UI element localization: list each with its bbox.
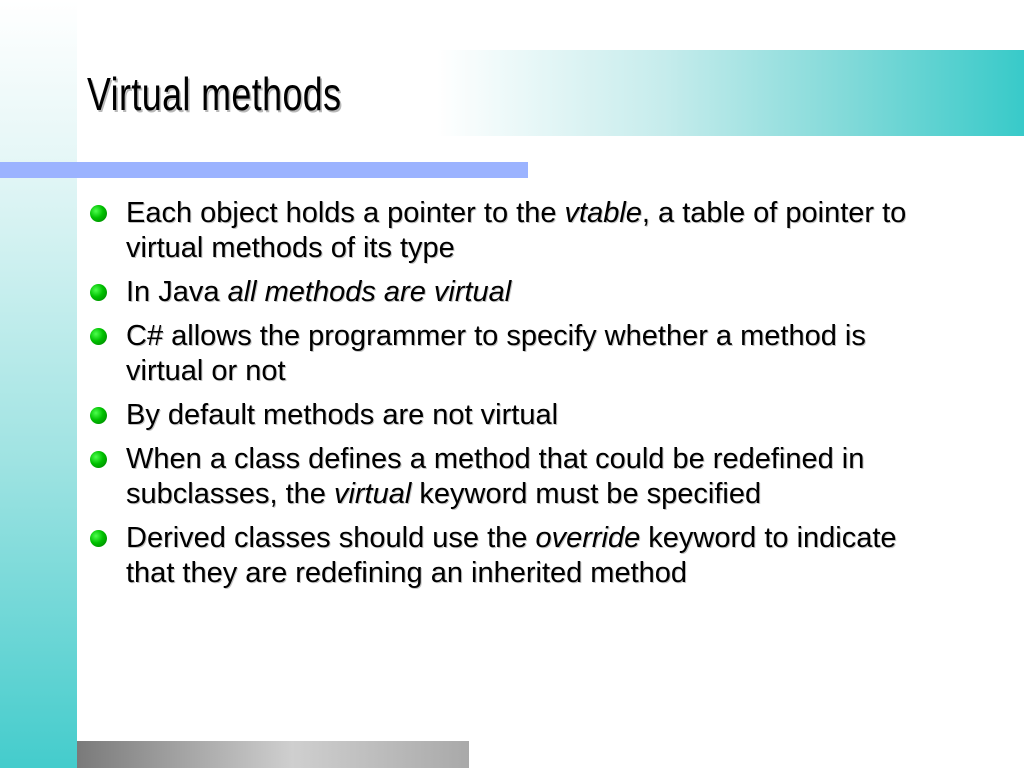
bullet-text: In Java xyxy=(126,276,228,308)
bullet-icon xyxy=(90,205,107,222)
bullet-icon xyxy=(90,328,107,345)
bullet-icon xyxy=(90,451,107,468)
bullet-icon xyxy=(90,284,107,301)
bullet-icon xyxy=(90,407,107,424)
bullet-text: When a class defines a method that could be redefined in subclasses, the xyxy=(126,443,865,510)
bullet-item-4 xyxy=(88,398,948,433)
bullet-text: By default methods are not virtual xyxy=(126,399,559,431)
bullet-text-tail: keyword must be specified xyxy=(411,478,762,510)
bullet-text-tail: , a table of pointer to virtual methods of its type xyxy=(126,197,907,264)
bullet-list xyxy=(88,196,948,600)
bullet-item-3 xyxy=(88,319,948,389)
bullet-emphasis: override xyxy=(535,522,641,554)
slide-title: Virtual methods xyxy=(87,68,342,120)
bullet-emphasis: virtual xyxy=(333,478,412,510)
title-underline-bar xyxy=(0,162,528,178)
bullet-text-tail: keyword to indicate that they are redefining an inherited method xyxy=(126,522,897,589)
bullet-text: Derived classes should use the xyxy=(126,522,536,554)
left-gradient-strip xyxy=(0,0,77,768)
bullet-emphasis: all methods are virtual xyxy=(227,276,512,308)
bullet-item-1 xyxy=(88,196,948,266)
bullet-item-2 xyxy=(88,275,948,310)
bullet-item-5 xyxy=(88,442,948,512)
bullet-emphasis: vtable xyxy=(564,197,642,229)
bullet-item-6 xyxy=(88,521,948,591)
bullet-text: C# allows the programmer to specify whether a method is virtual or not xyxy=(126,320,866,387)
bullet-text: Each object holds a pointer to the xyxy=(126,197,565,229)
footer-gradient-bar xyxy=(77,741,469,768)
bullet-icon xyxy=(90,530,107,547)
